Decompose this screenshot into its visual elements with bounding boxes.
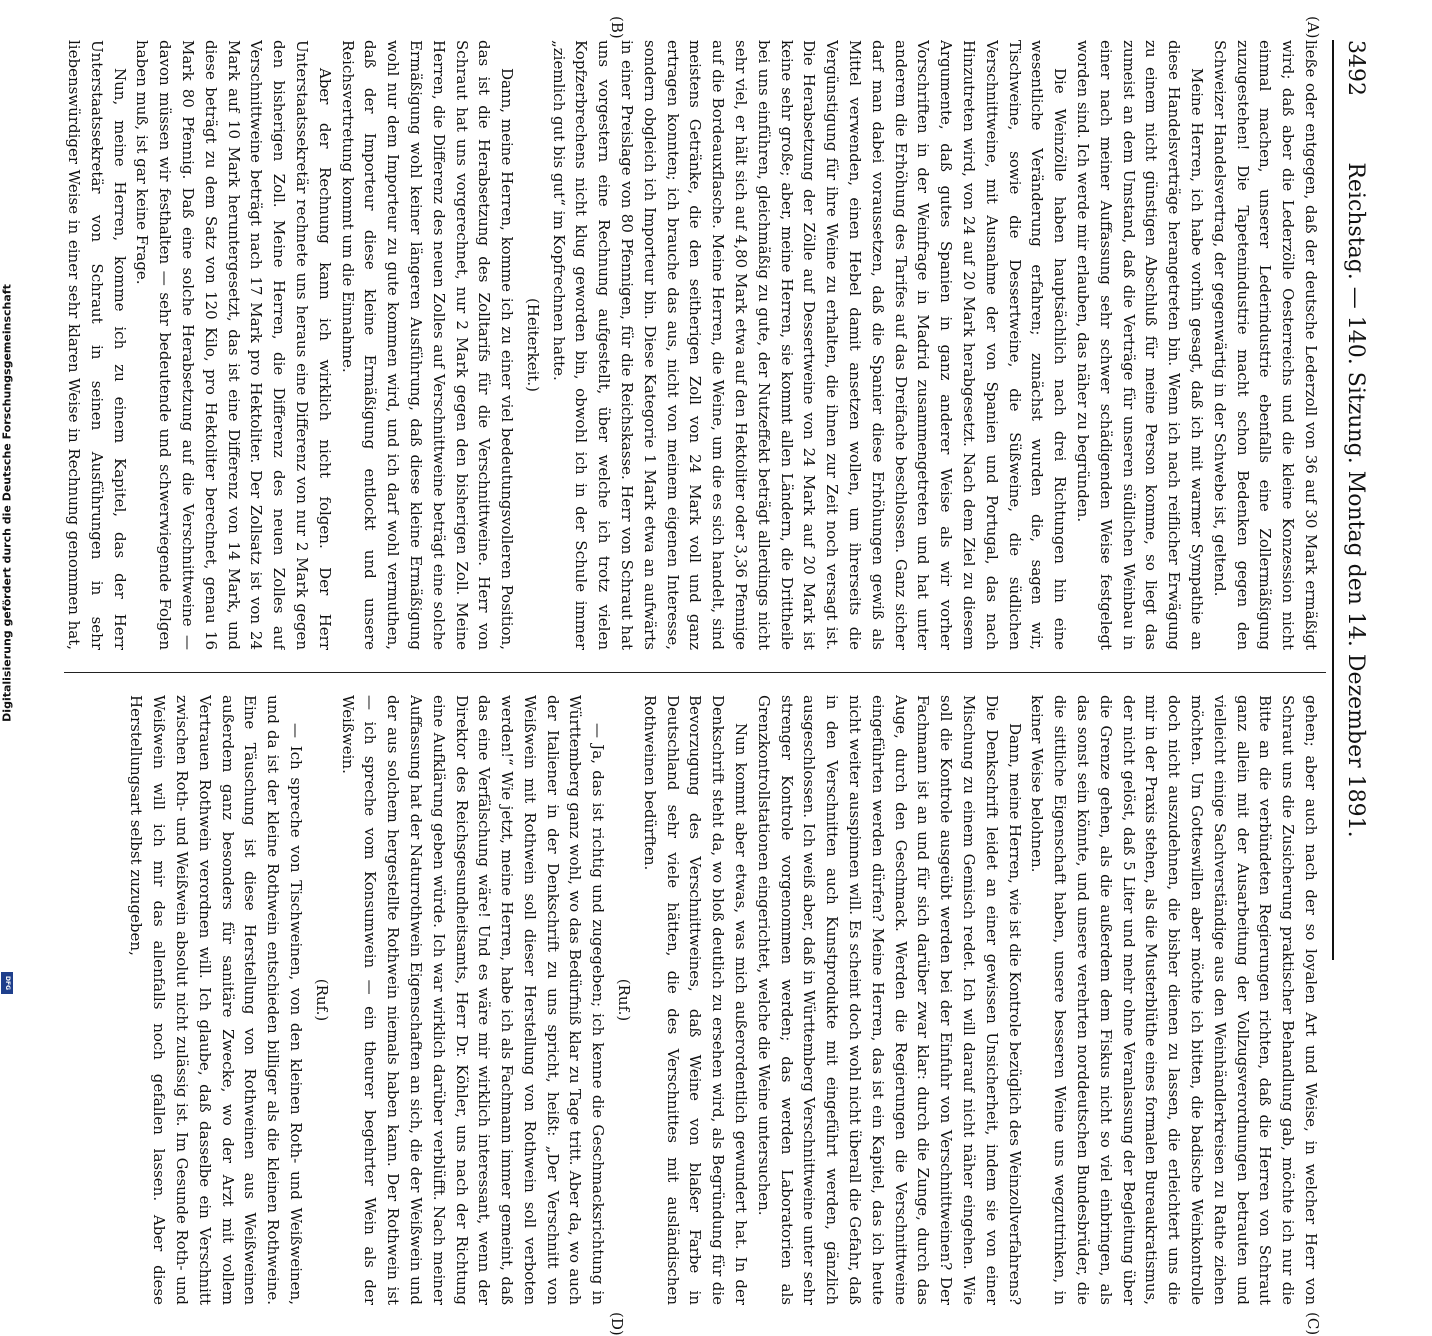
paragraph: Aber der Rechnung kann ich wirklich nicht folgen. Der Herr Unterstaatssekretär rechnete uns heraus eine Differenz von nur 2 Mark gegen den bisherigen Zoll. Meine Herren, die Differenz des neuen Zolles auf Verschnittweine beträgt nach 17 Mark pro Hektoliter. Der Zollsatz ist von 24 Mark auf 10 Mark heruntergesetzt, das ist eine Differenz von 14 Mark, und diese beträgt zu dem Satz von 120 Kilo, pro Hektoliter berechnet, genau 16 Mark 80 Pfennig. Daß eine solche Herabsetzung auf die Verschnittweine — davon müssen wir festhalten — sehr bedeutende und schwerwiegende Folgen haben muß, ist gar keine Frage. [133, 40, 334, 650]
margin-marker-c: (C) [1304, 1312, 1322, 1336]
margin-marker-d: (D) [608, 1312, 626, 1336]
paragraph: Dann, meine Herren, wie ist die Kontrole bezüglich des Weinzollverfahrens? Die Denkschrift leidet an einer gewissen Unsicherheit, indem sie von einer Mischung zu einem Gemisch redet. Ich will darauf nicht näher eingehen. Wie soll die Kontrole ausgeübt werden bei der Einfuhr von Verschnittweinen? Der Fachmann ist an und für sich darüber zwar klar: durch die Zunge, durch das Auge, durch den Geschmack. Werden die Regierungen die Verschnittweine eingeführten werden dürfen? Meine Herren, das ist ein Kapitel, das ich heute nicht weiter ausspinnen will. Es scheint doch wohl nicht überall die Gefahr, daß in den Verschnitten auch Kunstprodukte mit eingeführt werden, gänzlich ausgeschlossen. Ich weiß aber, daß in Württemberg Verschnittweine unter sehr strenger Kontrole vorgenommen werden; das werden Laboratorien als Grenzkontrollstationen eingerichtet, welche die Weine untersuchen. [754, 695, 1024, 1305]
rotated-page [46, 16, 1386, 1336]
page-header [1338, 40, 1368, 960]
right-column [64, 695, 1322, 1305]
column-divider [64, 672, 1326, 673]
paragraph: — Ja, das ist richtig und zugegeben; ich kenne die Geschmacksrichtung in Württemberg ganz wohl, wo das Bedürfniß klar zu Tage tritt. Aber da, wo auch der Italiener in der Denkschrift zu uns spricht, heißt: „Der Verschnitt von Weißwein mit Rothwein soll dieser Herstellung von Rothwein soll verboten werden!“ Wie jetzt, meine Herren, habe ich als Fachmann immer gemeint, daß das eine Verfälschung wäre! Und es wäre mir wirklich interessant, wenn der Direktor des Reichsgesundheitsamts, Herr Dr. Köhler, uns nach der Richtung eine Aufklärung geben würde. Ich war wirklich darüber verblüfft. Nach meiner Auffassung hat der Naturrothwein Eigenschaften an sich, die der Weißwein und der aus solchem hergestellte Rothwein niemals haben kann. Der Rothwein ist — ich spreche vom Konsumwein — ein theurer begehrter Wein als der Weißwein. [338, 695, 608, 1305]
paragraph: Meine Herren, ich habe vorhin gesagt, daß ich mit warmer Sympathie an diese Handelsverträge herangetreten bin. Wenn ich nach reiflicher Erwägung zu einem nicht günstigen Abschluß für meine Person komme, so liegt das zumeist an dem Umstand, daß die Verträge für unseren südlichen Weinbau in einer nach meiner Auffassung sehr schwer schädigenden Weise festgelegt worden sind. Ich werde mir erlauben, das näher zu begründen. [1074, 40, 1207, 650]
paragraph: Dann, meine Herren, komme ich zu einer viel bedeutungsvolleren Position, das ist die Herabsetzung des Zolltarifs für die Verschnittweine. Herr von Schraut hat uns vorgerechnet, nur 2 Mark gegen den bisherigen Zoll. Meine Herren, die Differenz des neuen Zolles auf Verschnittweine beträgt eine solche Ermäßigung wohl keiner längeren Ausführung, daß diese kleine Ermäßigung wohl nur dem Importeur zu gute kommen wird, und ich darf wohl vermuthen, daß der Importeur diese kleine Ermäßigung entlockt und unsere Reichsvertretung kommt um die Einnahme. [338, 40, 517, 650]
header-rule [1332, 40, 1334, 960]
paragraph: Nun, meine Herren, komme ich zu einem Kapitel, das der Herr Unterstaatssekretär von Schraut in seinen Ausführungen in sehr liebenswürdiger Weise in einer sehr klaren Weise in Rechnung genommen hat, [64, 40, 129, 650]
margin-marker-a: (A) [1304, 16, 1322, 39]
digitization-credit [0, 3, 14, 998]
paragraph: — Ich spreche von Tischweinen, von den kleinen Roth- und Weißweinen, und da ist der kleine Rothwein entschieden billiger als die kleinen Rothweine. Eine Täuschung ist diese Herstellung von Rothweinen aus Weißweinen außerdem ganz besonders für sanitäre Zwecke, wo der Arzt mit vollem Vertrauen Rothwein verordnen will. Ich glaube, daß dasselbe ein Verschnitt zwischen Roth- und Weißwein absolut nicht zulässig ist. Im Gesunde Roth- und Weißwein will ich mir das allenfalls noch gefallen lassen. Aber diese Herstellungsart selbst zuzugeben, [127, 695, 305, 1305]
running-title: Reichstag. — 140. Sitzung. Montag den 14. Dezember 1891. [1343, 162, 1368, 838]
margin-marker-b: (B) [608, 16, 626, 39]
page-number: 3492 [1343, 40, 1368, 96]
interjection: (Ruf.) [312, 978, 331, 1022]
dfg-logo: DFG [1, 972, 13, 994]
interjection: (Heiterkeit.) [523, 297, 542, 393]
interjection: (Ruf.) [615, 978, 634, 1022]
paragraph: ließe oder entgegen, daß der deutsche Lederzoll von 36 auf 30 Mark ermäßigt wird; daß aber die Lederzölle Oesterreichs und die kleine Konzession nicht einmal machen, unserer Lederindustrie ebenfalls eine Zollermäßigung zuzugestehen! Die Tapetenindustrie macht schon Bedenken gegen den Schweizer Handelsvertrag, der gegenwärtig in der Schwebe ist, geltend. [1210, 40, 1320, 650]
paragraph: Die Weinzölle haben hauptsächlich nach drei Richtungen hin eine wesentliche Veränderung erfahren; zunächst wurden die, sagen wir, Tischweine, sowie die Dessertweine, die Süßweine, die südlichen Verschnittweine, mit Ausnahme der von Spanien und Portugal, das nach Hinzutreten wird, von 24 auf 20 Mark herabgesetzt. Nach dem Ziel zu diesem Argumente, daß gutes Spanien in ganz anderer Weise als wir vorher Vorschriften in der Weinfrage in Madrid zusammengetreten und hat unter anderem die Erhöhung des Tarifes auf das Dreifache beschlossen. Ganz sicher darf man dabei voraussetzen, daß die Spanier diese Erhöhungen gewiß als Mittel verwenden, einen Hebel damit ansetzen wollen, um ihrerseits die Vergünstigung für ihre Weine zu erhalten, die ihnen zur Zeit noch versagt ist. Die Herabsetzung der Zölle auf Dessertweine von 24 Mark auf 20 Mark ist keine sehr große; aber, meine Herren, sie kommt allen Ländern, die Drittheile bei uns einführen, gleichmäßig zu gute, der Nutzeffekt beträgt allerdings nicht sehr viel, er hält sich auf 4,80 Mark etwa auf den Hektoliter oder 3,36 Pfennige auf die Bordeauxflasche. Meine Herren, die Weine, um die es sich handelt, sind meistens Getränke, die den seitherigen Zoll von 24 Mark voll und ganz ertragen konnten; ich brauche das aus, nicht von meinem eigenen Interesse, sondern obgleich ich Importeur bin. Diese Kategorie 1 Mark etwa an aufwärts in einer Preislage von 80 Pfennigen, für die Reichskasse. Herr von Schraut hat uns vorgestern eine Rechnung aufgestellt, über welche ich trotz vielen Kopfzerbrechens nicht klug geworden bin, obwohl ich in der Schule immer „ziemlich gut bis gut“ im Kopfrechnen hatte. [549, 40, 1070, 650]
left-column [64, 40, 1322, 650]
credit-text: Digitalisierung gefördert durch die Deutsche Forschungsgemeinschaft [0, 284, 14, 722]
paragraph: gehen; aber auch nach der so loyalen Art und Weise, in welcher Herr von Schraut uns die Zusicherung praktischer Behandlung gab, möchte ich nur die Bitte an die verbündeten Regierungen richten, daß die Herren von Schraut ganz allein mit der Ausarbeitung der Vollzugsverordnungen betrauten und vielleicht einige Sachverständige aus den Weinhändlerkreisen zu Rathe ziehen möchten. Um Gotteswillen aber möchte ich bitten, die badische Weinkontrolle doch nicht auszudehnen, die bisher dienen zu lassen, die erleichtert uns die mir in der Praxis stehen, als die Musterblüthe eines formalen Bureaukratismus, der nicht gelöst, daß 5 Liter und mehr ohne Veranlassung der Begleitung über die Grenze gehen, als die außerdem dem Fiskus nicht so viel einbringen, als das sonst sein könnte, und unsere verehrten norddeutschen Bundesbrüder, die die sittliche Eigenschaft haben, unsere besseren Weine uns wegzutrinken, in keiner Weise belohnen. [1028, 695, 1320, 1305]
paragraph: Nun kommt aber etwas, was mich außerordentlich gewundert hat. In der Denkschrift steht da, wo bloß deutlich zu ersehen wird, als Begründung für die Bevorzugung des Verschnittweines, daß Weine von blaßer Farbe in Deutschland sehr viele hätten, die des Verschnittes mit ausländischen Rothweinen bedürften. [640, 695, 751, 1305]
